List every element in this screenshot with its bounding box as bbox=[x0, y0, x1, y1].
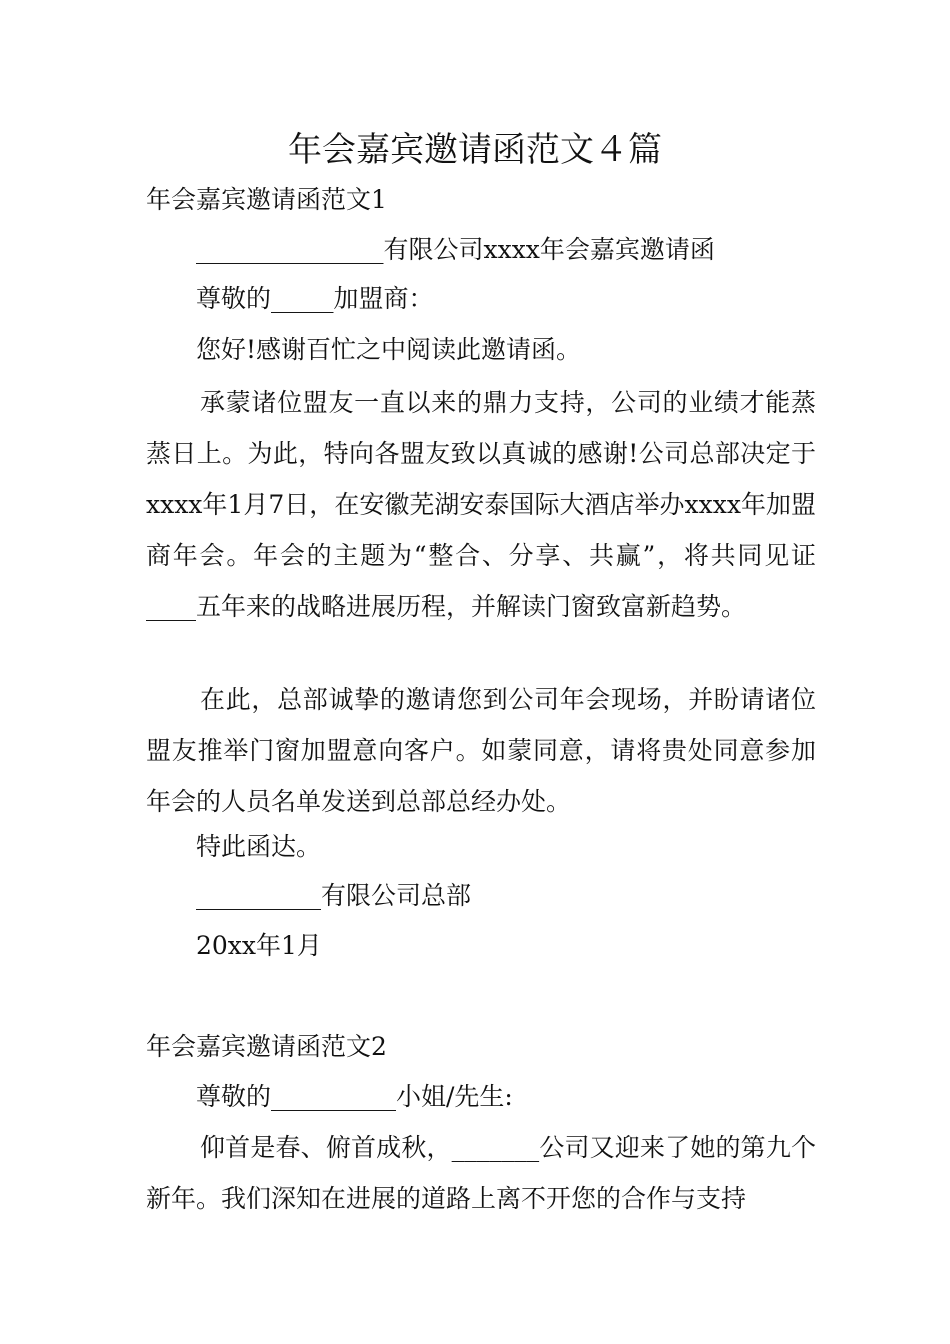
section-2-heading: 年会嘉宾邀请函范文2 bbox=[146, 1032, 387, 1061]
body-paragraph-2: 在此，总部诚挚的邀请您到公司年会现场，并盼请诸位盟友推举门窗加盟意向客户。如蒙同意，请将贵处同意参加年会的人员名单发送到总部总经办处。 bbox=[146, 685, 816, 816]
body-paragraph-3: 仰首是春、俯首成秋，_______公司又迎来了她的第九个新年。我们深知在进展的道路上离不开您的合作与支持 bbox=[146, 1133, 816, 1213]
salutation-2: 尊敬的__________小姐/先生: bbox=[196, 1082, 513, 1111]
letter-title: _______________有限公司xxxx年会嘉宾邀请函 bbox=[196, 235, 715, 264]
signature: __________有限公司总部 bbox=[196, 881, 472, 910]
document-title: 年会嘉宾邀请函范文４篇 bbox=[288, 130, 662, 170]
salutation: 尊敬的_____加盟商： bbox=[196, 284, 434, 313]
body-paragraph-1: 承蒙诸位盟友一直以来的鼎力支持，公司的业绩才能蒸蒸日上。为此，特向各盟友致以真诚的感谢!公司总部决定于xxxx年1月7日，在安徽芜湖安泰国际大酒店举办xxxx年加盟商年会。年会的主题为“整合、分享、共赢”，将共同见证____五年来的战略进展历程，并解读门窗致富新趋势。 bbox=[146, 388, 816, 621]
section-1-heading: 年会嘉宾邀请函范文1 bbox=[146, 185, 387, 214]
greeting: 您好!感谢百忙之中阅读此邀请函。 bbox=[196, 335, 582, 364]
closing-line: 特此函达。 bbox=[196, 832, 322, 861]
date-line: 20xx年1月 bbox=[196, 931, 322, 960]
